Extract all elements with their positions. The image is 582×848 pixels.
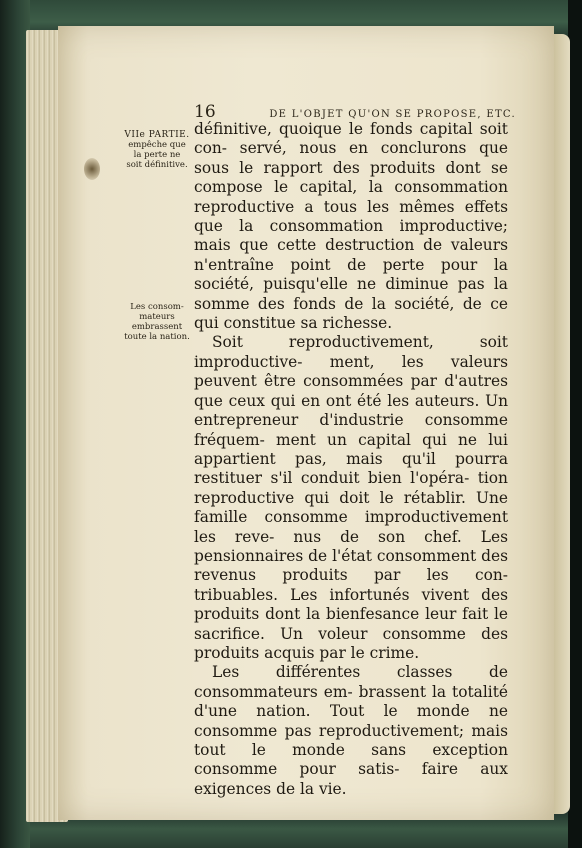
text-line: famille consomme improductivement les reve-: [194, 508, 508, 546]
note-line: embrassent: [131, 322, 183, 332]
body-text: [194, 120, 508, 799]
text-line: qu'il pourra restituer s'il conduit bien l'opéra-: [194, 449, 509, 488]
note-line: toute la nation.: [124, 332, 190, 342]
text-line: point de perte pour la société, puisqu'elle ne: [194, 255, 508, 294]
page-header: [194, 102, 516, 122]
text-line: nus de son chef. Les pensionnaires de l'état: [194, 527, 508, 565]
facing-page-edge: [552, 34, 570, 814]
paragraph-3: [194, 663, 508, 799]
text-line: diminue pas la somme des fonds de la société,: [194, 275, 508, 313]
text-line: que cette destruction de valeurs n'entraîne: [194, 236, 508, 274]
text-line: faire aux exigences de la vie.: [194, 760, 508, 798]
text-line: brassent la totalité d'une nation. Tout le monde: [194, 682, 508, 721]
text-line: définitive, quoique le fonds capital soit con-: [194, 120, 508, 158]
text-line: ne consomme pas reproductivement; mais tout: [194, 702, 508, 759]
note-line: soit définitive.: [126, 160, 188, 170]
note-line: empêche que: [128, 140, 186, 150]
text-line: de ce qui constitue sa richesse.: [194, 294, 508, 333]
running-title: DE L'OBJET QU'ON SE PROPOSE, ETC.: [269, 109, 516, 120]
note-line: mateurs: [139, 312, 175, 322]
text-line: entrepreneur d'industrie consomme fréquem-: [194, 411, 508, 449]
paragraph-1: [194, 120, 508, 333]
text-line: servé, nous en conclurons que sous le rapport: [194, 139, 508, 177]
text-line: tribuables. Les infortunés vivent des produits: [194, 585, 508, 624]
text-line: ment, les valeurs peuvent être consommées par: [194, 352, 508, 391]
text-line: des produits dont se compose le capital, la: [194, 158, 508, 197]
text-line: crime.: [369, 643, 420, 662]
text-line: dont la bienfesance leur fait le sacrifice. Un: [194, 605, 508, 643]
text-line: ment un capital qui ne lui appartient pas, mais: [194, 430, 508, 468]
text-line: Les différentes classes de consommateurs em-: [194, 663, 508, 701]
page-number: 16: [194, 102, 216, 122]
note-line: la perte ne: [133, 150, 181, 160]
text-line: d'autres que ceux qui en ont été les auteurs. Un: [194, 372, 508, 410]
margin-note-consumers: [122, 302, 192, 342]
text-line: consomment des revenus produits par les con-: [194, 546, 508, 585]
ink-stain: [84, 158, 100, 180]
text-line: tion reproductive qui doit le rétablir. Une: [194, 469, 508, 507]
text-line: le monde sans exception consomme pour satis-: [194, 741, 508, 779]
note-line: Les consom-: [130, 302, 184, 312]
margin-note-defined: [122, 130, 192, 170]
paragraph-2: [194, 333, 508, 663]
part-label: VIIe PARTIE.: [124, 130, 190, 140]
background-edge: [568, 0, 582, 848]
text-line: consommation reproductive a tous les mêmes: [194, 178, 508, 216]
text-line: effets que la consommation improductive; mais: [194, 197, 508, 255]
text-line: Soit reproductivement, soit improductive-: [194, 333, 508, 371]
text-line: voleur consomme des produits acquis par le: [194, 624, 508, 662]
